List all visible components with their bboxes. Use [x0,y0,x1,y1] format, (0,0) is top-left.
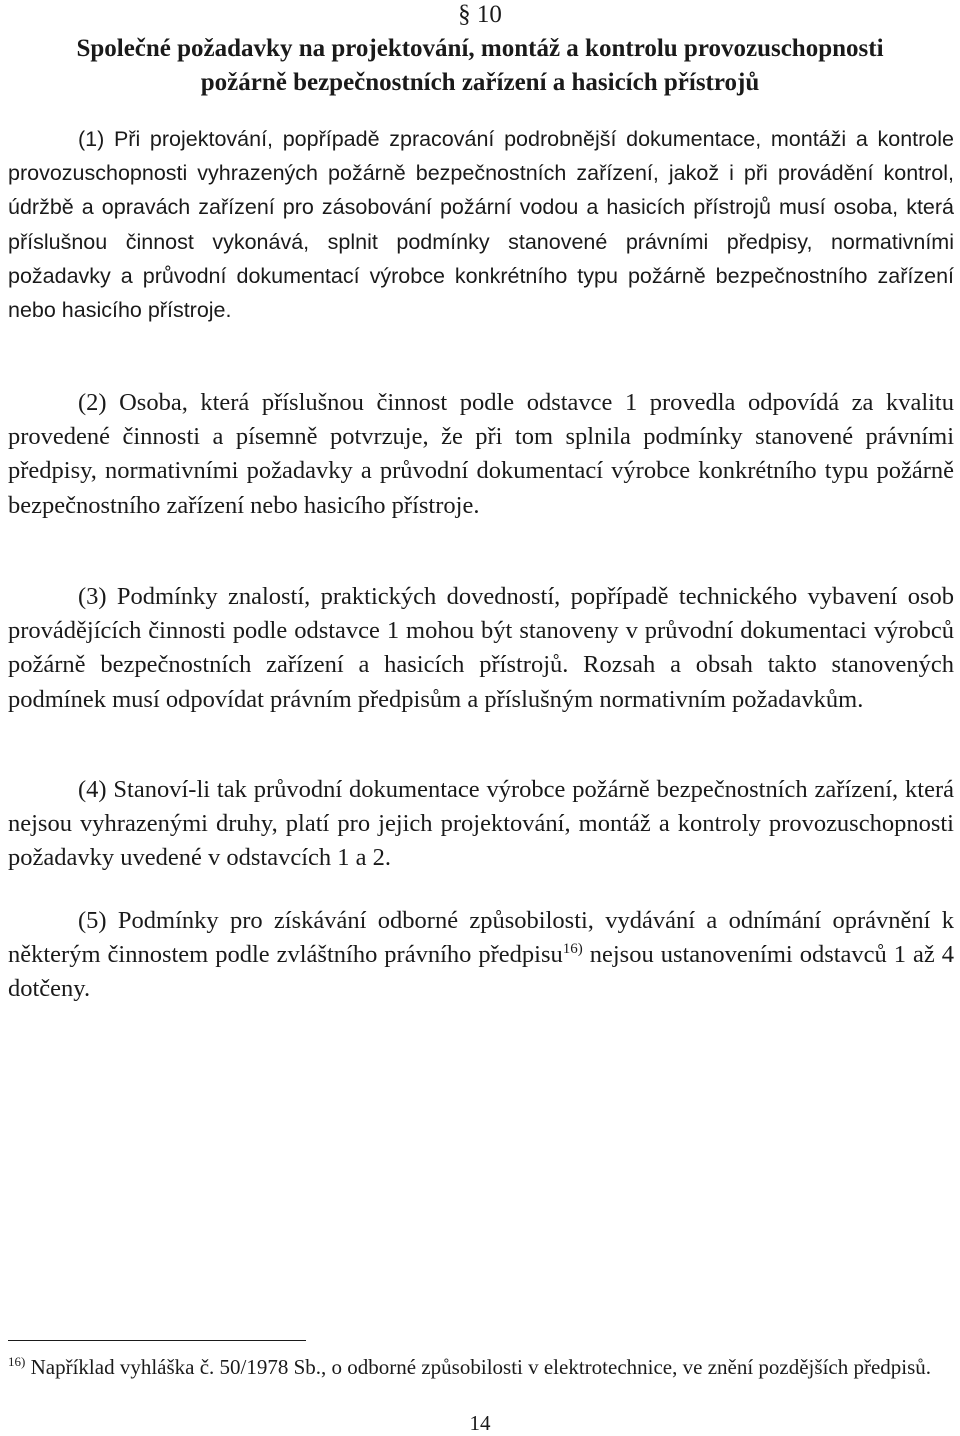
page-number: 14 [469,1411,491,1435]
paragraph-5-text-after: nejsou ustanoveními odstavců 1 až 4 dotčeny. [8,941,954,1003]
footnote-text: Například vyhláška č. 50/1978 Sb., o odborné způsobilosti v elektrotechnice, ve znění pozdějších předpisů. [25,1355,932,1379]
section-title-line-1: Společné požadavky na projektování, montáž a kontrolu provozuschopnosti [76,35,884,62]
footnote-reference: 16) [562,941,583,958]
footnote-marker: 16) [8,1354,26,1369]
paragraph-5 [8,904,954,1007]
paragraph-1: (1) Při projektování, popřípadě zpracování podrobnější dokumentace, montáži a kontrole provozuschopnosti vyhrazených požárně bezpečnostních zařízení, jakož i při provádění kontrol, údržbě a opravách zařízení pro zásobování požární vodou a hasicích přístrojů musí osoba, která příslušnou činnost vykonává, splnit podmínky stanovené právními předpisy, normativními požadavky a průvodní dokumentací výrobce konkrétního typu požárně bezpečnostního zařízení nebo hasicího přístroje. [8,127,954,323]
paragraph-4: (4) Stanoví-li tak průvodní dokumentace výrobce požárně bezpečnostních zařízení, která nejsou vyhrazenými druhy, platí pro jejich projektování, montáž a kontroly provozuschopnosti požadavky uvedené v odstavcích 1 a 2. [8,776,954,872]
paragraph-5-text-before: (5) Podmínky pro získávání odborné způsobilosti, vydávání a odnímání oprávnění k některým činnostem podle zvláštního právního předpisu [8,907,954,969]
footnote-divider [8,1340,306,1341]
paragraph-2: (2) Osoba, která příslušnou činnost podle odstavce 1 provedla odpovídá za kvalitu provedené činnosti a písemně potvrzuje, že při tom splnila podmínky stanovené právními předpisy, normativními požadavky a průvodní dokumentací výrobce konkrétního typu požárně bezpečnostního zařízení nebo hasicího přístroje. [8,389,954,519]
footnote [8,1352,954,1382]
section-title-line-2: požárně bezpečnostních zařízení a hasicích přístrojů [200,69,760,96]
section-number: § 10 [458,1,502,28]
paragraph-3: (3) Podmínky znalostí, praktických dovedností, popřípadě technického vybavení osob provádějících činnosti podle odstavce 1 mohou být stanoveny v průvodní dokumentaci výrobců požárně bezpečnostních zařízení a hasicích přístrojů. Rozsah a obsah takto stanovených podmínek musí odpovídat právním předpisům a příslušným normativním požadavkům. [8,583,954,713]
section-title [0,32,960,100]
